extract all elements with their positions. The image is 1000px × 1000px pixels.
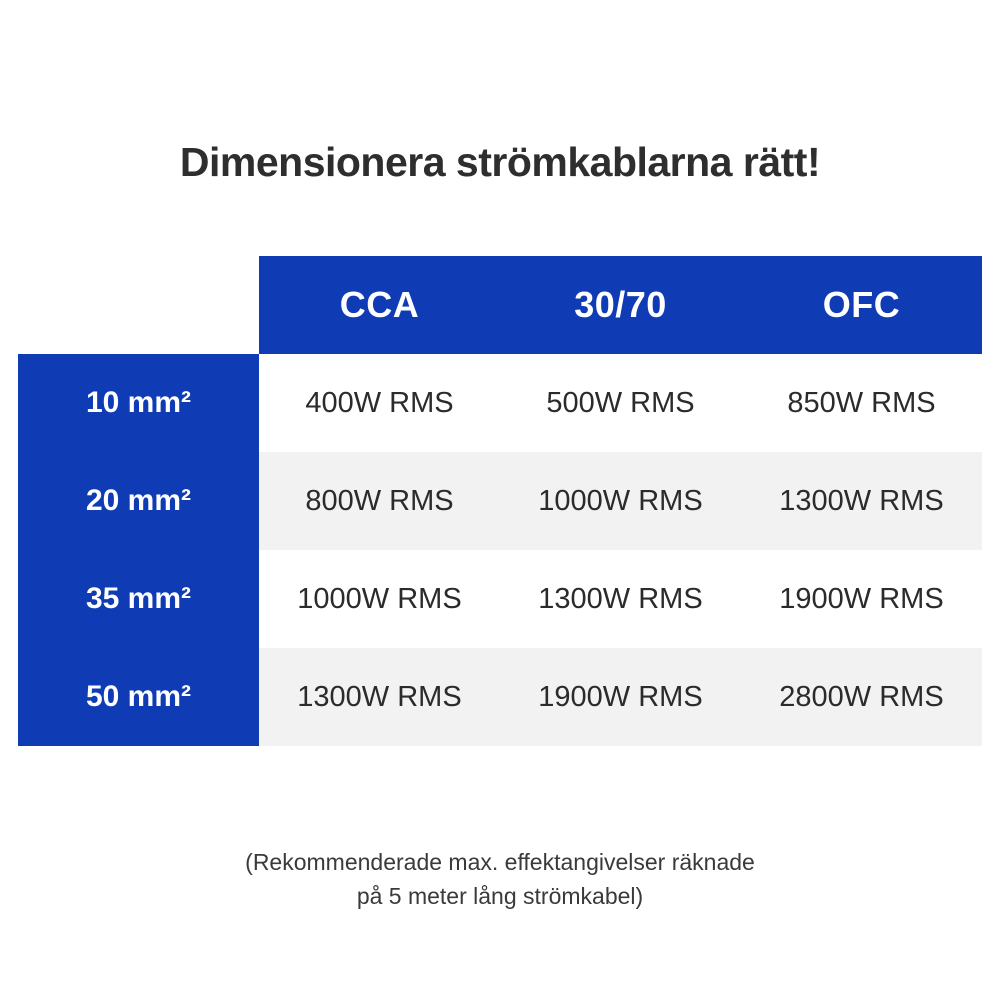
- power-rating-table-container: [18, 256, 982, 746]
- cell-20mm-cca: 800W RMS: [259, 452, 500, 550]
- cell-50mm-ofc: 2800W RMS: [741, 648, 982, 746]
- table-row: [18, 452, 982, 550]
- power-rating-table: [18, 256, 982, 746]
- cell-10mm-3070: 500W RMS: [500, 354, 741, 452]
- row-header-10mm: 10 mm²: [18, 354, 259, 452]
- table-corner-cell: [18, 256, 259, 354]
- cell-10mm-ofc: 850W RMS: [741, 354, 982, 452]
- cell-20mm-ofc: 1300W RMS: [741, 452, 982, 550]
- cell-35mm-ofc: 1900W RMS: [741, 550, 982, 648]
- cell-50mm-cca: 1300W RMS: [259, 648, 500, 746]
- table-row: [18, 550, 982, 648]
- table-row: [18, 648, 982, 746]
- table-row: [18, 354, 982, 452]
- table-header-row: [18, 256, 982, 354]
- table-body: [18, 354, 982, 746]
- cell-50mm-3070: 1900W RMS: [500, 648, 741, 746]
- row-header-50mm: 50 mm²: [18, 648, 259, 746]
- page-title: Dimensionera strömkablarna rätt!: [179, 139, 821, 186]
- column-header-3070: 30/70: [500, 256, 741, 354]
- footnote-line-2: på 5 meter lång strömkabel): [356, 883, 644, 909]
- cell-20mm-3070: 1000W RMS: [500, 452, 741, 550]
- row-header-35mm: 35 mm²: [18, 550, 259, 648]
- column-header-ofc: OFC: [741, 256, 982, 354]
- cell-35mm-3070: 1300W RMS: [500, 550, 741, 648]
- column-header-cca: CCA: [259, 256, 500, 354]
- footnote: [0, 845, 1000, 913]
- row-header-20mm: 20 mm²: [18, 452, 259, 550]
- footnote-line-1: (Rekommenderade max. effektangivelser räknade: [245, 849, 755, 875]
- cell-35mm-cca: 1000W RMS: [259, 550, 500, 648]
- cell-10mm-cca: 400W RMS: [259, 354, 500, 452]
- table-header: [18, 256, 982, 354]
